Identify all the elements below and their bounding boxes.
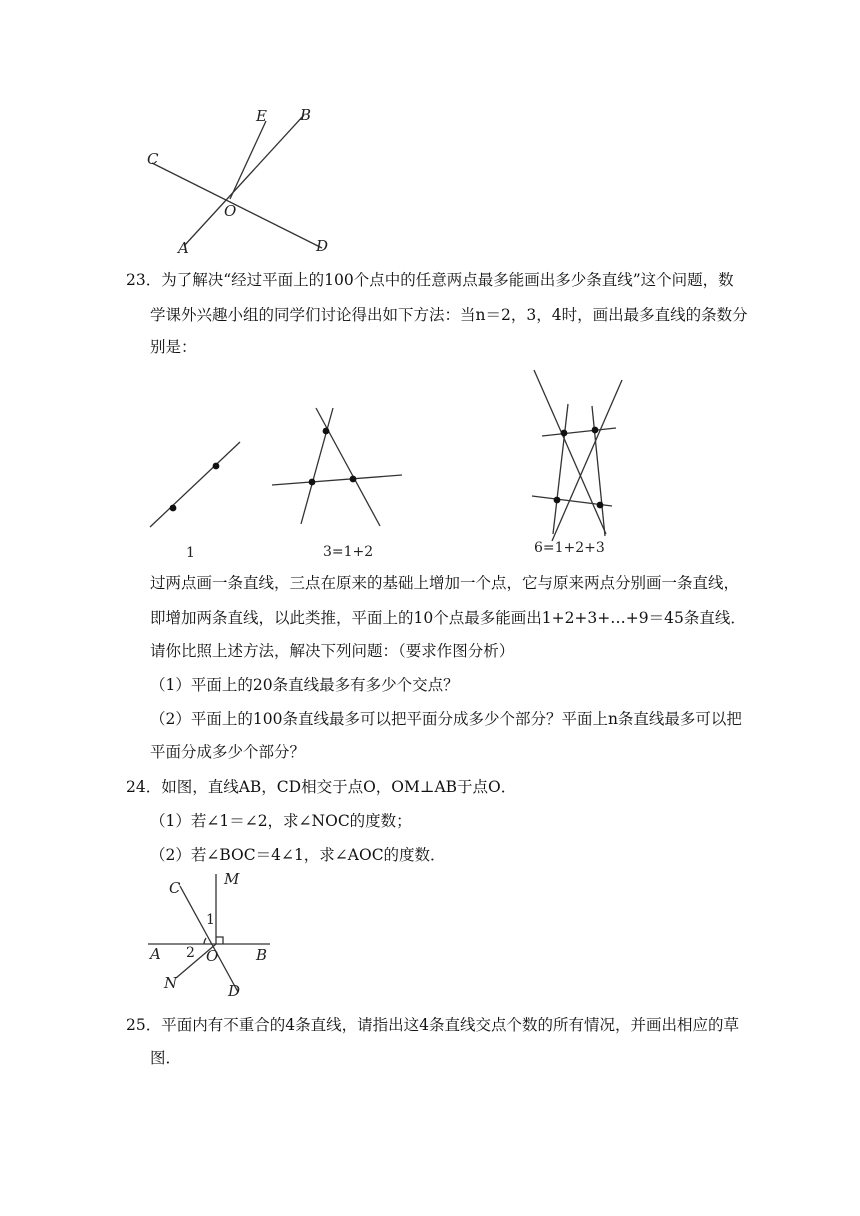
- q23-line-5: 即增加两条直线，以此类推，平面上的10个点最多能画出1+2+3+…+9＝45条直线．: [150, 609, 746, 627]
- point: [213, 463, 220, 470]
- q25-line-1: 25．平面内有不重合的4条直线，请指出这4条直线交点个数的所有情况，并画出相应的草: [126, 1016, 739, 1034]
- label-a: A: [178, 239, 189, 257]
- label-d: D: [228, 982, 241, 1000]
- q23-line-7: （1）平面上的20条直线最多有多少个交点？: [150, 676, 459, 694]
- point: [309, 479, 316, 486]
- line-ab: [184, 115, 304, 246]
- figure-q23-two-points: [140, 430, 260, 570]
- q23-line-1: 23．为了解决“经过平面上的100个点中的任意两点最多能画出多少条直线”这个问题，数: [126, 271, 734, 289]
- label-b: B: [300, 106, 312, 124]
- q23-line-8: （2）平面上的100条直线最多可以把平面分成多少个部分？平面上n条直线最多可以把: [150, 710, 742, 728]
- point: [592, 427, 599, 434]
- label-a: A: [150, 945, 161, 963]
- label-m: M: [224, 870, 240, 888]
- label-c: C: [147, 150, 159, 168]
- caption-6: 6=1+2+3: [534, 540, 605, 556]
- line-cd: [152, 163, 322, 248]
- label-d: D: [316, 237, 329, 255]
- label-o: O: [224, 202, 237, 220]
- caption-1: 1: [186, 545, 195, 561]
- q24-line-3: （2）若∠BOC＝4∠1，求∠AOC的度数．: [150, 846, 446, 864]
- point: [554, 497, 561, 504]
- caption-3: 3=1+2: [323, 544, 374, 560]
- q23-line-2: 学课外兴趣小组的同学们讨论得出如下方法：当n＝2，3，4时，画出最多直线的条数分: [150, 306, 748, 324]
- label-n: N: [164, 974, 178, 992]
- figure-q24: [142, 866, 277, 1001]
- point: [597, 502, 604, 509]
- figure-q23-three-points: [266, 400, 406, 565]
- q23-line-6: 请你比照上述方法，解决下列问题：（要求作图分析）: [150, 642, 515, 660]
- figure-q22: [140, 100, 340, 260]
- label-c: C: [169, 879, 181, 897]
- q23-line-3: 别是：: [150, 338, 197, 356]
- q23-line-9: 平面分成多少个部分？: [150, 743, 306, 761]
- ray-oe: [230, 121, 266, 199]
- point: [350, 476, 357, 483]
- label-angle-2: 2: [186, 945, 195, 961]
- label-angle-1: 1: [206, 912, 215, 928]
- point: [561, 430, 568, 437]
- q24-line-2: （1）若∠1＝∠2，求∠NOC的度数；: [150, 812, 412, 830]
- point: [323, 428, 330, 435]
- line-cd: [180, 886, 238, 992]
- right-angle-mark: [216, 937, 223, 944]
- angle-2-arc: [204, 938, 206, 944]
- q23-line-4: 过两点画一条直线，三点在原来的基础上增加一个点，它与原来两点分别画一条直线，: [150, 574, 740, 592]
- label-e: E: [256, 107, 267, 125]
- label-o: O: [206, 947, 219, 965]
- q24-line-1: 24．如图，直线AB，CD相交于点O，OM⊥AB于点O．: [126, 778, 517, 796]
- label-b: B: [256, 946, 268, 964]
- q25-line-2: 图．: [150, 1049, 182, 1067]
- point: [170, 505, 177, 512]
- figure-q23-four-points: [526, 366, 636, 561]
